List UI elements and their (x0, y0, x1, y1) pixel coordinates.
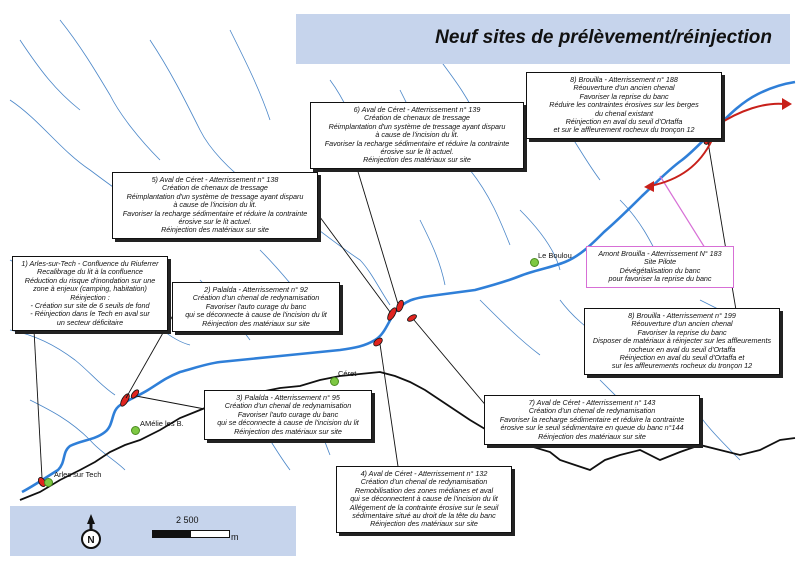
site-box-2 (172, 282, 340, 332)
site-1-line: Réduction du risque d'inondation sur une (24, 275, 156, 285)
site-3-line: Réinjection des matériaux sur site (234, 426, 342, 436)
site-box-6 (310, 102, 524, 169)
site-box-1 (12, 256, 168, 331)
pilot-line: Dévégétalisation du banc (619, 265, 701, 275)
pilot-leader (660, 176, 710, 256)
town-label-boulou: Le Boulou (538, 251, 572, 260)
site-2-line: Création d'un chenal de redynamisation (192, 293, 320, 303)
site-7-line: Favoriser la recharge sédimentaire et réduire la contrainte (499, 414, 685, 424)
site-2-line: Réinjection des matériaux sur site (202, 318, 310, 328)
site-1-line: - Réinjection dans le Tech en aval sur (30, 309, 150, 319)
north-arrow-icon (80, 514, 102, 550)
site-3-line: Création d'un chenal de redynamisation (224, 401, 352, 411)
site-6-line: 6) Aval de Céret - Atterrissement n° 139 (353, 105, 481, 114)
site-5-line: à cause de l'incision du lit. (173, 200, 257, 210)
arrow-head-right (782, 98, 792, 110)
site-7-line: 7) Aval de Céret - Atterrissement n° 143 (528, 398, 656, 407)
site-8b-line: Réinjection en aval du seuil d'Ortaffa et (619, 353, 745, 363)
scale-bar-fill (153, 531, 191, 537)
title-band (296, 14, 790, 64)
site-box-4 (336, 466, 512, 533)
site-3-line: qui se déconnecte à cause de l'incision du lit (217, 418, 359, 428)
site-4-line: Allégement de la contrainte érosive sur le seuil (349, 502, 499, 512)
site-8a-line: Favoriser la reprise du banc (579, 91, 669, 101)
site-8b-line: sur les affleurements rocheux du tronçon 12 (611, 361, 753, 371)
site-3-line: 3) Palalda - Atterrissement n° 95 (236, 393, 340, 402)
site-2-line: 2) Palalda - Atterrissement n° 92 (204, 285, 308, 294)
site-4-line: Création d'un chenal de redynamisation (360, 477, 488, 487)
site-2-line: Favoriser l'auto curage du banc (205, 301, 307, 311)
site-3-line: Favoriser l'auto curage du banc (237, 409, 339, 419)
site-marker-7 (406, 313, 417, 322)
site-5-line: 5) Aval de Céret - Atterrissement n° 138 (151, 175, 279, 184)
site-7-line: érosive sur le seuil sédimentaire en queue du banc n°144 (500, 423, 684, 433)
town-dot-amelie (131, 426, 140, 435)
pilot-line: pour favoriser la reprise du banc (608, 274, 712, 284)
town-label-amelie: AMélie les B. (140, 419, 184, 428)
site-2-line: qui se déconnecte à cause de l'incision du lit (185, 310, 327, 320)
scale-value: 2 500 (176, 515, 199, 525)
north-letter: N (87, 535, 95, 546)
site-6-line: Réimplantation d'un système de tressage ayant disparu (328, 121, 506, 131)
site-8a-line: Réouverture d'un ancien chenal (573, 83, 675, 93)
site-1-line: Réinjection : (70, 292, 110, 302)
site-8b-line: 8) Brouilla - Atterrissement n° 199 (628, 311, 736, 320)
site-1-line: zone à enjeux (camping, habitation) (33, 284, 147, 294)
pilot-line: Site Pilote (643, 257, 677, 267)
site-7-line: Création d'un chenal de redynamisation (528, 406, 656, 416)
site-6-line: Favoriser la recharge sédimentaire et réduire la contrainte (324, 138, 510, 148)
site-box-7 (484, 395, 700, 445)
site-1-line: 1) Arles-sur-Tech - Confluence du Riuferrer (21, 259, 159, 268)
scale-bar (152, 530, 230, 538)
site-8a-line: Réinjection en aval du seuil d'Ortaffa (565, 117, 683, 127)
town-label-ceret: Céret (338, 369, 357, 378)
site-4-line: sédimentaire situé au droit de la tête du banc (352, 511, 496, 521)
site-1-line: un secteur déficitaire (56, 317, 124, 327)
site-5-line: Réinjection des matériaux sur site (161, 225, 269, 235)
site-1-line: - Création sur site de 6 seuils de fond (30, 301, 150, 311)
site-box-8b (584, 308, 780, 375)
site-4-line: qui se déconnectent à cause de l'incision du lit (350, 494, 498, 504)
site-6-line: érosive sur le lit actuel. (380, 147, 454, 157)
site-6-line: à cause de l'incision du lit. (375, 130, 459, 140)
site-box-5 (112, 172, 318, 239)
site-8b-line: Favoriser la reprise du banc (637, 327, 727, 337)
pilot-line: Amont Brouilla - Atterrissement N° 183 (598, 249, 722, 258)
site-8b-line: Réouverture d'un ancien chenal (631, 319, 733, 329)
site-5-line: érosive sur le lit actuel. (178, 217, 252, 227)
pilot-site-box (586, 246, 734, 288)
site-1-line: Recalibrage du lit à la confluence (37, 267, 143, 277)
site-6-line: Réinjection des matériaux sur site (363, 155, 471, 165)
site-box-8a (526, 72, 722, 139)
site-4-line: Remobilisation des zones médianes et aval (354, 485, 494, 495)
site-4-line: 4) Aval de Céret - Atterrissement n° 132 (360, 469, 488, 478)
site-box-3 (204, 390, 372, 440)
town-label-arles: Arles sur Tech (54, 470, 102, 479)
site-5-line: Réimplantation d'un système de tressage ayant disparu (126, 191, 304, 201)
site-marker-6 (395, 299, 405, 312)
site-8a-line: et sur le affleurement rocheux du tronçon 12 (553, 125, 695, 135)
scale-unit: m (231, 532, 239, 542)
town-dot-arles (44, 478, 53, 487)
town-dot-ceret (330, 377, 339, 386)
site-4-line: Réinjection des matériaux sur site (370, 519, 478, 529)
site-6-line: Création de chenaux de tressage (364, 113, 470, 123)
site-5-line: Création de chenaux de tressage (162, 183, 268, 193)
page-title: Neuf sites de prélèvement/réinjection (435, 27, 772, 48)
site-8b-line: Disposer de matériaux à réinjecter sur les affleurements (592, 336, 772, 346)
site-8a-line: Réduire les contraintes érosives sur les berges (549, 100, 699, 110)
site-7-line: Réinjection des matériaux sur site (538, 431, 646, 441)
site-8a-line: 8) Brouilla - Atterrissement n° 188 (570, 75, 678, 84)
site-marker-4 (372, 336, 384, 347)
site-5-line: Favoriser la recharge sédimentaire et réduire la contrainte (122, 208, 308, 218)
site-8a-line: du chenal existant (595, 108, 653, 118)
site-8b-line: rocheux en aval du seuil d'Ortaffa (628, 344, 736, 354)
